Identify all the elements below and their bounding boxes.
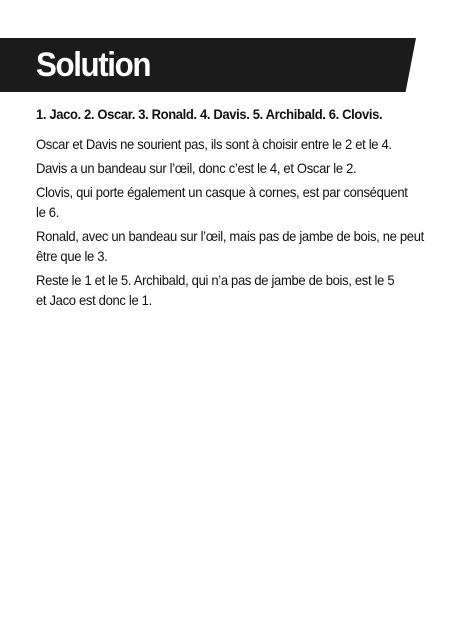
- explanation-paragraph: Ronald, avec un bandeau sur l’œil, mais pas de jambe de bois, ne peut être que le 3.: [36, 228, 424, 264]
- explanation-paragraph: Clovis, qui porte également un casque à cornes, est par conséquent le 6.: [36, 184, 408, 220]
- solution-content: [36, 104, 428, 314]
- explanation-paragraph: Oscar et Davis ne sourient pas, ils sont à choisir entre le 2 et le 4.: [36, 136, 392, 152]
- page-title: Solution: [36, 46, 151, 84]
- answer-summary: 1. Jaco. 2. Oscar. 3. Ronald. 4. Davis. 5. Archibald. 6. Clovis.: [36, 106, 383, 122]
- explanation-paragraph: Davis a un bandeau sur l’œil, donc c’est le 4, et Oscar le 2.: [36, 160, 357, 176]
- explanation-paragraph: Reste le 1 et le 5. Archibald, qui n’a pas de jambe de bois, est le 5 et Jaco est donc le 1.: [36, 272, 395, 308]
